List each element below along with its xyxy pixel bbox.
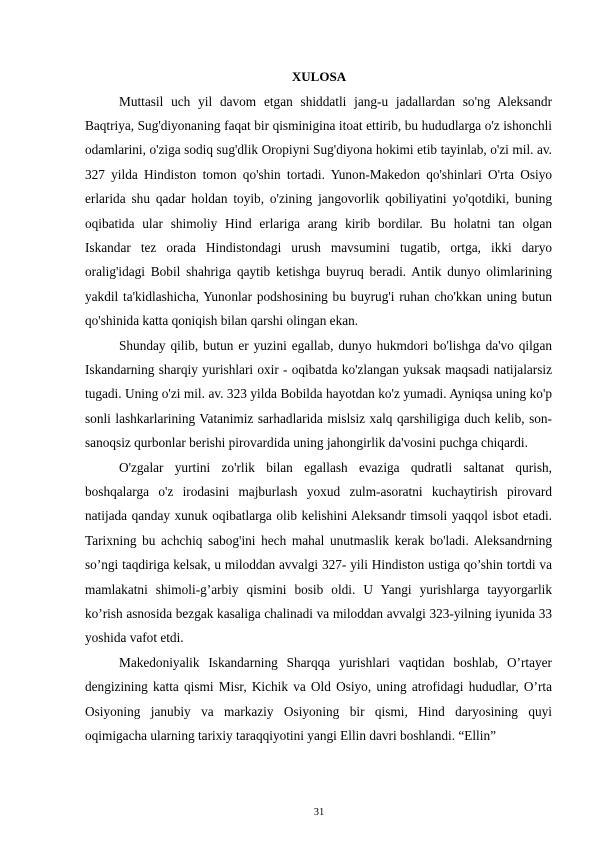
paragraph-4: Makedoniyalik Iskandarning Sharqqa yurishlari vaqtidan boshlab, O’rtayer dengizining katta qismi Misr, Kichik va Old Osiyo, uning atrofidagi hududlar, O’rta Osiyoning janubiy va markaziy Osiyoning bir qismi, Hind daryosining quyi oqimigacha ularning tarixiy taraqqiyotini yangi Ellin davri boshlandi. “Ellin” (85, 654, 552, 744)
page-number: 31 (313, 807, 325, 818)
body-text (85, 90, 552, 749)
page-title: XULOSA (291, 69, 347, 84)
paragraph-3: O'zgalar yurtini zo'rlik bilan egallash evaziga qudratli saltanat qurish, boshqalarga o'z irodasini majburlash yoxud zulm-asoratni kuchaytirish pirovard natijada qanday xunuk oqibatlarga olib kelishini Aleksandr timsoli yaqqol isbot etadi. Tarixning bu achchiq sabog'ini hech mahal unutmaslik kerak bo'ladi. Aleksandrning so’ngi taqdiriga kelsak, u miloddan avvalgi 327- yili Hindiston ustiga qo’shin tortdi va mamlakatni shimoli-g’arbiy qismini bosib oldi. U Yangi yurishlarga tayyorgarlik ko’rish asnosida bezgak kasaliga chalinadi va miloddan avvalgi 323-yilning iyunida 33 yoshida vafot etdi. (85, 459, 552, 646)
paragraph-2: Shunday qilib, butun er yuzini egallab, dunyo hukmdori bo'lishga da'vo qilgan Iskandarning sharqiy yurishlari oxir - oqibatda ko'zlangan yuksak maqsadi natijalarsiz tugadi. Uning o'zi mil. av. 323 yilda Bobilda hayotdan ko'z yumadi. Ayniqsa uning ko'p sonli lashkarlarining Vatanimiz sarhadlarida mislsiz xalq qarshiligiga duch kelib, son-sanoqsiz qurbonlar berishi pirovardida uning jahongirlik da'vosini puchga chiqardi. (85, 337, 552, 451)
paragraph-1: Muttasil uch yil davom etgan shiddatli jang-u jadallardan so'ng Aleksandr Baqtriya, Sug'diyonaning faqat bir qisminigina itoat ettirib, bu hududlarga o'z ishonchli odamlarini, o'ziga sodiq sug'dlik Oropiyni Sug'diyona hokimi etib tayinlab, o'zi mil. av. 327 yilda Hindiston tomon qo'shin tortadi. Yunon-Makedon qo'shinlari O'rta Osiyo erlarida shu qadar holdan toyib, o'zining jangovorlik qobiliyatini yo'qotdiki, buning oqibatida ular shimoliy Hind erlariga arang kirib bordilar. Bu holatni tan olgan Iskandar tez orada Hindistondagi urush mavsumini tugatib, ortga, ikki daryo oralig'idagi Bobil shahriga qaytib ketishga buyruq beradi. Antik dunyo olimlarining yakdil ta'kidlashicha, Yunonlar podshosining bu buyrug'i ruhan cho'kkan uning butun qo'shinida katta qoniqish bilan qarshi olingan ekan. (85, 93, 552, 329)
